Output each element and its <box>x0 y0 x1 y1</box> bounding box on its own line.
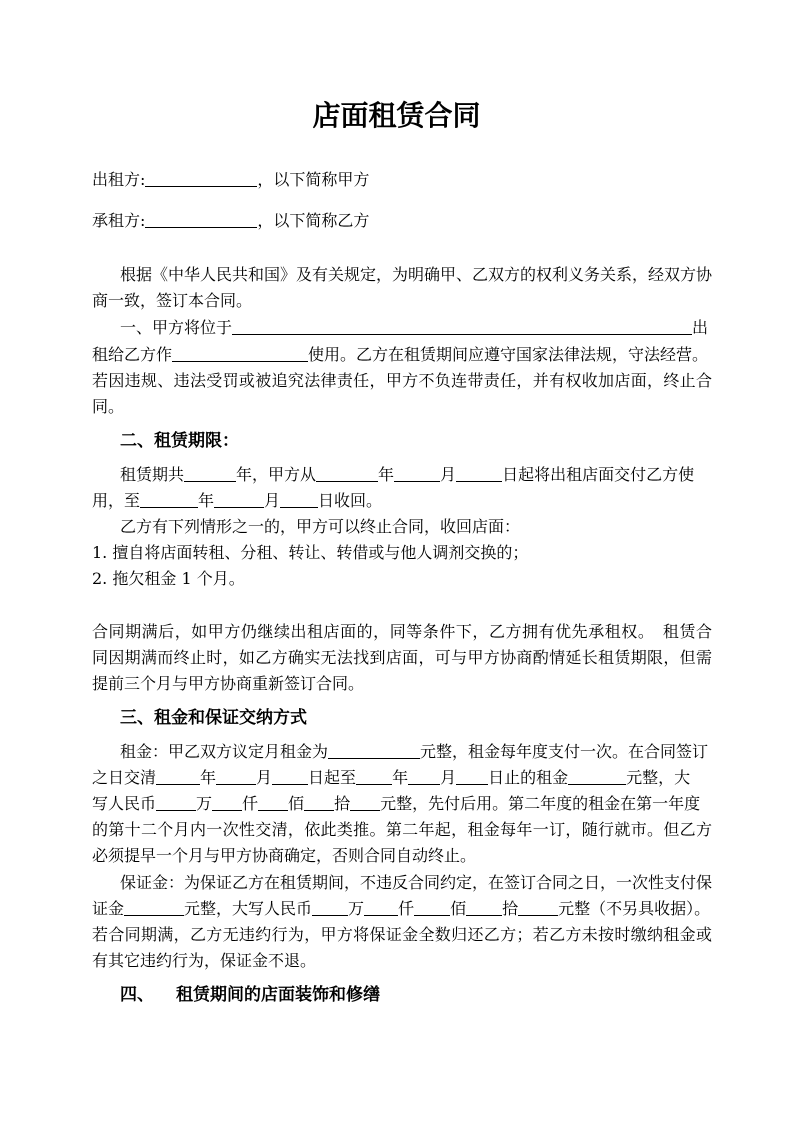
end-day-blank[interactable] <box>280 489 318 508</box>
deposit-shi-unit: 拾 <box>502 899 519 918</box>
end-month-blank[interactable] <box>214 489 264 508</box>
rent-end-year-unit: 年 <box>392 768 409 787</box>
lessor-blank[interactable] <box>145 168 257 187</box>
deposit-bai-blank[interactable] <box>414 897 450 916</box>
renewal-line-2: 同因期满而终止时，如乙方确实无法找到店面，可与甲方协商酌情延长租赁期限，但需 <box>92 648 712 667</box>
section2-heading: 二、租赁期限： <box>120 431 239 451</box>
deposit-wan-blank[interactable] <box>312 897 348 916</box>
start-year-blank[interactable] <box>316 463 378 482</box>
deposit-line-2 <box>92 896 712 922</box>
end-year-blank[interactable] <box>140 489 198 508</box>
intro-line-2: 商一致，签订本合同。 <box>92 291 253 310</box>
rent-end-day-blank[interactable] <box>456 766 488 785</box>
section1-location-label: 一、甲方将位于 <box>120 318 233 337</box>
section3-heading: 三、租金和保证交纳方式 <box>120 708 307 728</box>
rent-end-year-blank[interactable] <box>356 766 392 785</box>
deposit-wan-unit: 万 <box>348 899 365 918</box>
term-years-blank[interactable] <box>184 463 236 482</box>
end-day-text: 日收回。 <box>318 491 383 510</box>
section4-heading <box>92 982 740 1008</box>
monthly-rent-label: 租金：甲乙双方议定月租金为 <box>120 742 329 761</box>
paid-on-label: 之日交清 <box>92 768 157 787</box>
usage-text: 使用。乙方在租赁期间应遵守国家法律法规，守法经营。 <box>308 345 709 364</box>
rent-line-4: 的第十二个月内一次性交清，依此类推。第二年起，租金每年一订，随行就市。但乙方 <box>92 820 712 839</box>
rent-rmb-label: 写人民币 <box>92 794 157 813</box>
section1-out: 出 <box>692 318 709 337</box>
deposit-yuan-text: 元整（不另具收据）。 <box>558 899 711 918</box>
document-title: 店面租赁合同 <box>312 99 481 132</box>
deposit-line-3: 若合同期满，乙方无违约行为，甲方将保证金全数归还乙方；若乙方未按时缴纳租金或 <box>92 925 712 944</box>
lessor-line <box>92 167 712 193</box>
rent-start-month-unit: 月 <box>256 768 273 787</box>
rent-yuan-blank[interactable] <box>350 792 380 811</box>
termination-item-1: 1. 擅自将店面转租、分租、转让、转借或与他人调剂交换的； <box>92 543 529 562</box>
lessee-line <box>92 208 712 234</box>
start-year-unit: 年 <box>378 465 395 484</box>
rent-start-day-text: 日起至 <box>308 768 357 787</box>
start-day-blank[interactable] <box>456 463 502 482</box>
rent-period-text: 日止的租金 <box>488 768 569 787</box>
section4-title: 租赁期间的店面装饰和修缮 <box>176 985 380 1005</box>
rent-start-day-blank[interactable] <box>272 766 308 785</box>
lessor-label: 出租方: <box>92 170 146 189</box>
end-year-unit: 年 <box>198 491 215 510</box>
renewal-line-3: 提前三个月与甲方协商重新签订合同。 <box>92 674 365 693</box>
lessor-suffix: ，以下简称甲方 <box>257 170 370 189</box>
rent-end-month-blank[interactable] <box>408 766 440 785</box>
rent-amount-blank[interactable] <box>568 766 626 785</box>
rent-start-year-blank[interactable] <box>156 766 200 785</box>
rent-shi-blank[interactable] <box>304 792 334 811</box>
term-line-2 <box>92 488 712 514</box>
location-blank[interactable] <box>232 316 692 335</box>
rent-wan-unit: 万 <box>196 794 213 813</box>
deposit-line-4: 有其它违约行为，保证金不退。 <box>92 951 317 970</box>
lessee-blank[interactable] <box>145 209 257 228</box>
deposit-qian-unit: 仟 <box>398 899 415 918</box>
rent-qian-unit: 仟 <box>242 794 259 813</box>
rent-start-year-unit: 年 <box>200 768 217 787</box>
section1-line-3: 若因违规、违法受罚或被追究法律责任，甲方不负连带责任，并有权收加店面，终止合 <box>92 371 712 390</box>
monthly-rent-blank[interactable] <box>328 740 420 759</box>
rent-yuan-text: 元整，先付后用。第二年度的租金在第一年度 <box>380 794 701 813</box>
rent-line-5: 必须提早一个月与甲方协商确定，否则合同自动终止。 <box>92 846 477 865</box>
section1-line-4: 同。 <box>92 397 125 416</box>
term-label: 租赁期共 <box>120 465 185 484</box>
rent-bai-blank[interactable] <box>258 792 288 811</box>
deposit-yuan-blank[interactable] <box>518 897 558 916</box>
start-day-text: 日起将出租店面交付乙方使 <box>502 465 695 484</box>
rent-amount-text: 元整，大 <box>626 768 691 787</box>
rent-line-1 <box>92 739 712 765</box>
renewal-line-1: 合同期满后，如甲方仍继续出租店面的，同等条件下，乙方拥有优先承租权。 租赁合 <box>92 622 712 641</box>
rent-shi-unit: 拾 <box>334 794 351 813</box>
deposit-label: 证金 <box>92 899 125 918</box>
rent-end-month-unit: 月 <box>440 768 457 787</box>
term-from-label: 年，甲方从 <box>236 465 317 484</box>
deposit-shi-blank[interactable] <box>466 897 502 916</box>
section1-line-2 <box>92 342 712 368</box>
lessee-suffix: ，以下简称乙方 <box>257 211 370 230</box>
rent-bai-unit: 佰 <box>288 794 305 813</box>
rent-wan-blank[interactable] <box>156 792 196 811</box>
intro-line-1: 根据《中华人民共和国》及有关规定，为明确甲、乙双方的权利义务关系，经双方协 <box>120 265 713 284</box>
deposit-amount-blank[interactable] <box>124 897 184 916</box>
lessee-label: 承租方: <box>92 211 146 230</box>
usage-label: 租给乙方作 <box>92 345 173 364</box>
end-label: 用，至 <box>92 491 141 510</box>
deposit-rmb-text: 元整，大写人民币 <box>184 899 313 918</box>
rent-line-2 <box>92 765 712 791</box>
section1-line-1 <box>92 315 712 341</box>
rent-line-3 <box>92 791 712 817</box>
termination-intro: 乙方有下列情形之一的，甲方可以终止合同，收回店面： <box>120 517 521 536</box>
monthly-rent-text: 元整，租金每年度支付一次。在合同签订 <box>420 742 709 761</box>
usage-blank[interactable] <box>172 343 308 362</box>
deposit-bai-unit: 佰 <box>450 899 467 918</box>
termination-item-2: 2. 拖欠租金 1 个月。 <box>92 569 245 588</box>
start-month-unit: 月 <box>440 465 457 484</box>
deposit-line-1: 保证金：为保证乙方在租赁期间，不违反合同约定，在签订合同之日，一次性支付保 <box>120 873 713 892</box>
term-line-1 <box>92 462 712 488</box>
rent-qian-blank[interactable] <box>212 792 242 811</box>
end-month-unit: 月 <box>264 491 281 510</box>
deposit-qian-blank[interactable] <box>364 897 398 916</box>
start-month-blank[interactable] <box>394 463 440 482</box>
section4-number: 四、 <box>120 985 154 1005</box>
rent-start-month-blank[interactable] <box>216 766 256 785</box>
